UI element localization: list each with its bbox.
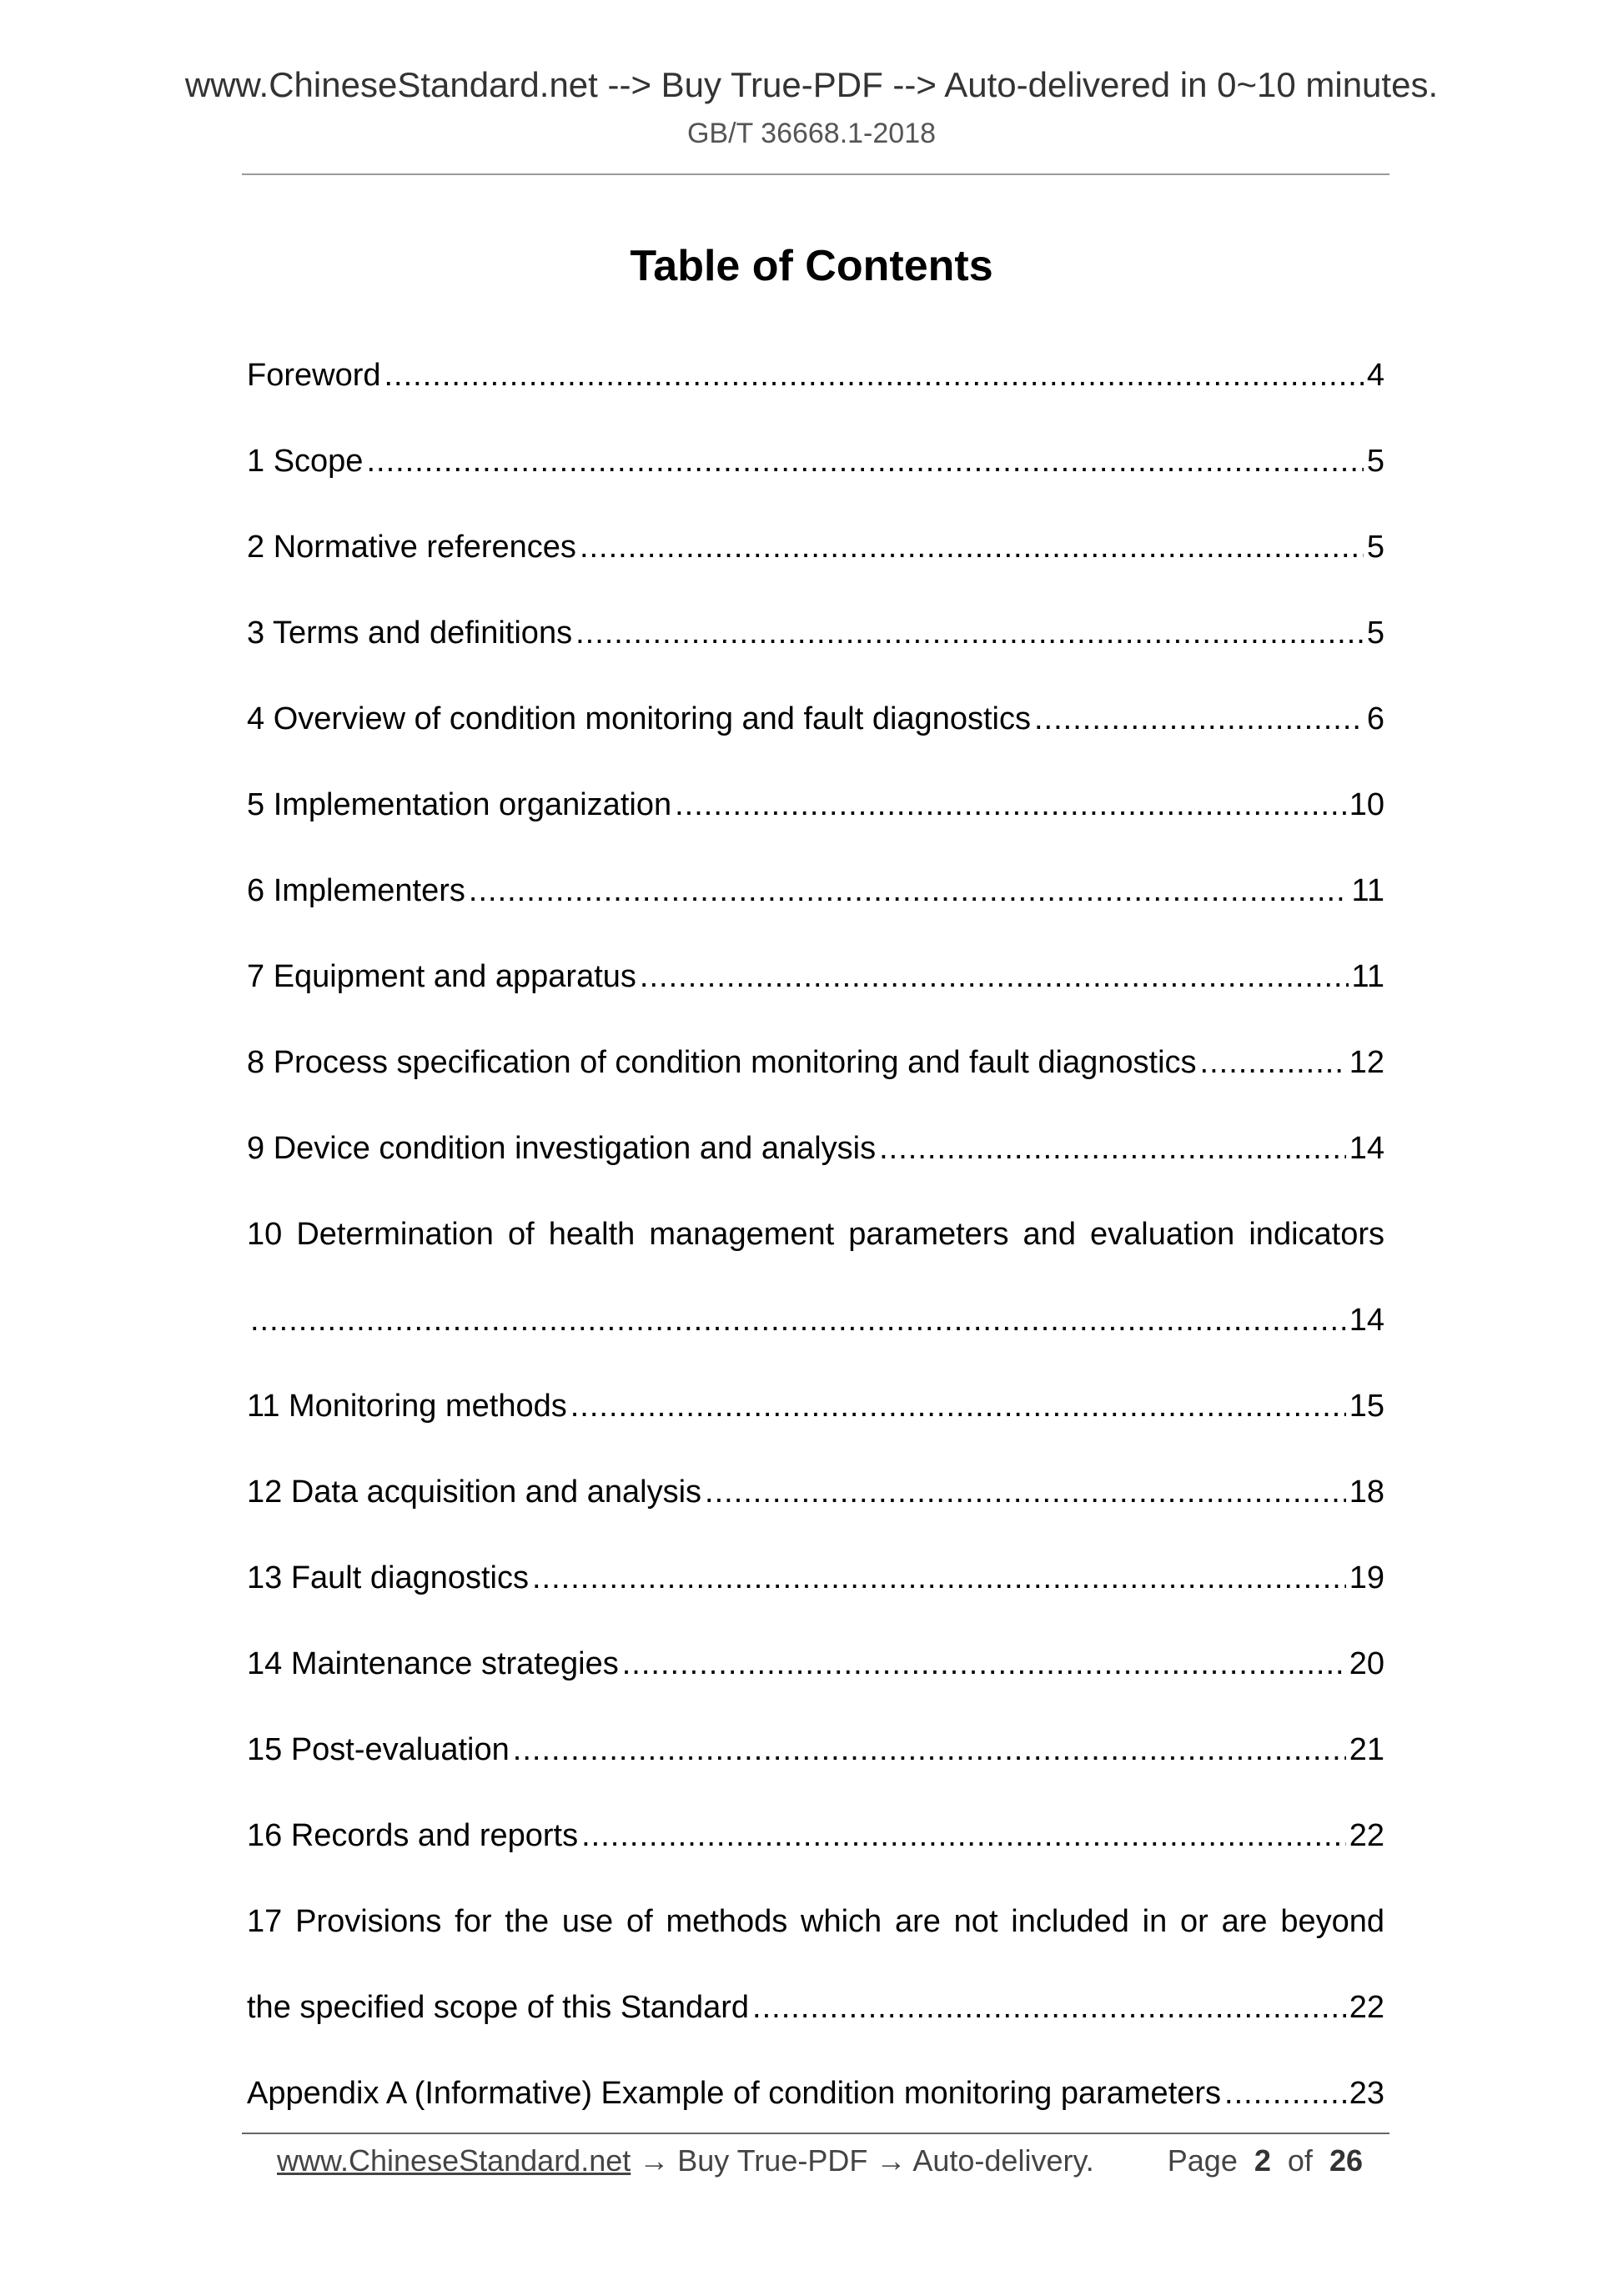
toc-entry-device-condition-investigation[interactable] (247, 1123, 1384, 1209)
toc-entry-page: 20 (1349, 1646, 1384, 1681)
toc-entry-page: 22 (1349, 1818, 1384, 1853)
toc-entry-page: 12 (1349, 1045, 1384, 1080)
page-total: 26 (1329, 2143, 1363, 2178)
toc-leader-dots (384, 350, 1364, 400)
toc-leader-dots (366, 436, 1363, 486)
toc-entry-page: 21 (1349, 1732, 1384, 1767)
toc-entry-page: 5 (1366, 530, 1384, 565)
arrow-right-icon: → (631, 2143, 678, 2178)
toc-entry-terms-and-definitions[interactable] (247, 608, 1384, 694)
header-banner[interactable]: www.ChineseStandard.net --> Buy True-PDF --> Auto-delivered in 0~10 minutes. (184, 65, 1439, 104)
toc-entry-provisions-line2[interactable] (247, 1982, 1384, 2068)
toc-entry-page: 11 (1351, 873, 1384, 908)
page-title: Table of Contents (630, 242, 993, 290)
footer-divider (242, 2133, 1389, 2134)
page-of-label: of (1287, 2143, 1313, 2178)
toc-leader-dots (705, 1467, 1346, 1517)
toc-entry-page: 14 (1349, 1131, 1384, 1166)
toc-entry-title: 16 Records and reports (247, 1818, 579, 1853)
toc-entry-data-acquisition[interactable] (247, 1467, 1384, 1553)
footer-promo (277, 2139, 1094, 2183)
toc-leader-dots (581, 1811, 1346, 1861)
toc-leader-dots (752, 1982, 1346, 2032)
toc-entry-title-line1: 17 Provisions for the use of methods which are not included in or are beyond (247, 1904, 1384, 1939)
toc-entry-title: 9 Device condition investigation and analysis (247, 1131, 877, 1166)
toc-entry-equipment-and-apparatus[interactable] (247, 952, 1384, 1037)
toc-entry-scope[interactable] (247, 436, 1384, 522)
page-label: Page (1167, 2143, 1238, 2178)
toc-leader-dots (575, 608, 1364, 658)
toc-leader-dots (570, 1381, 1346, 1431)
toc-entry-page: 14 (1349, 1303, 1384, 1338)
toc-entry-overview[interactable] (247, 694, 1384, 780)
toc-leader-dots (675, 780, 1346, 830)
toc-entry-page: 4 (1366, 358, 1384, 393)
toc-leader-dots (1224, 2068, 1346, 2118)
toc-entry-title: 14 Maintenance strategies (247, 1646, 619, 1681)
toc-entry-title: 11 Monitoring methods (247, 1389, 567, 1424)
toc-entry-health-management-line1[interactable] (247, 1209, 1384, 1295)
toc-leader-dots (469, 866, 1349, 916)
toc-entry-foreword[interactable] (247, 350, 1384, 436)
toc-entry-title: 4 Overview of condition monitoring and fault diagnostics (247, 701, 1031, 736)
toc-entry-page: 23 (1349, 2076, 1384, 2111)
toc-leader-dots (532, 1553, 1346, 1603)
page-number (1168, 2139, 1363, 2183)
toc-entry-health-management-line2[interactable] (247, 1295, 1384, 1381)
footer-delivery-text: Auto-delivery. (912, 2143, 1094, 2178)
toc-entry-title: 12 Data acquisition and analysis (247, 1475, 702, 1510)
toc-entry-page: 11 (1351, 959, 1384, 994)
toc-entry-page: 5 (1366, 615, 1384, 651)
toc-entry-title: 8 Process specification of condition monitoring and fault diagnostics (247, 1045, 1197, 1080)
header-divider (242, 173, 1389, 175)
toc-entry-title: the specified scope of this Standard (247, 1990, 750, 2025)
toc-entry-page: 15 (1349, 1389, 1384, 1424)
toc-entry-maintenance-strategies[interactable] (247, 1639, 1384, 1725)
table-of-contents (247, 350, 1384, 2154)
toc-entry-process-specification[interactable] (247, 1037, 1384, 1123)
toc-entry-title: 3 Terms and definitions (247, 615, 573, 651)
toc-entry-title: 15 Post-evaluation (247, 1732, 510, 1767)
toc-entry-page: 6 (1366, 701, 1384, 736)
arrow-right-icon: → (867, 2143, 913, 2178)
page-current: 2 (1254, 2143, 1271, 2178)
toc-entry-fault-diagnostics[interactable] (247, 1553, 1384, 1639)
toc-entry-page: 18 (1349, 1475, 1384, 1510)
toc-entry-title: 6 Implementers (247, 873, 465, 908)
toc-leader-dots (1034, 694, 1364, 744)
toc-entry-page: 22 (1349, 1990, 1384, 2025)
toc-entry-provisions-line1[interactable] (247, 1897, 1384, 1982)
toc-entry-records-and-reports[interactable] (247, 1811, 1384, 1897)
toc-entry-implementation-organization[interactable] (247, 780, 1384, 866)
footer-buy-text: Buy True-PDF (677, 2143, 868, 2178)
toc-entry-normative-references[interactable] (247, 522, 1384, 608)
toc-entry-title: 2 Normative references (247, 530, 576, 565)
toc-leader-dots (879, 1123, 1346, 1173)
standard-code: GB/T 36668.1-2018 (686, 118, 937, 149)
toc-leader-dots (622, 1639, 1346, 1689)
toc-entry-title: 5 Implementation organization (247, 787, 672, 822)
toc-entry-page: 5 (1366, 444, 1384, 479)
toc-leader-dots (1200, 1037, 1346, 1088)
toc-entry-title: 1 Scope (247, 444, 364, 479)
toc-leader-dots (250, 1295, 1346, 1345)
toc-leader-dots (580, 522, 1364, 572)
toc-entry-title-line1: 10 Determination of health management parameters and evaluation indicators (247, 1217, 1384, 1252)
toc-entry-post-evaluation[interactable] (247, 1725, 1384, 1811)
toc-entry-title: Foreword (247, 358, 381, 393)
toc-entry-title: 13 Fault diagnostics (247, 1560, 529, 1595)
toc-entry-monitoring-methods[interactable] (247, 1381, 1384, 1467)
toc-entry-title: 7 Equipment and apparatus (247, 959, 636, 994)
toc-leader-dots (513, 1725, 1346, 1775)
toc-entry-implementers[interactable] (247, 866, 1384, 952)
toc-entry-title: Appendix A (Informative) Example of condition monitoring parameters (247, 2076, 1222, 2111)
toc-entry-page: 10 (1349, 787, 1384, 822)
toc-leader-dots (640, 952, 1349, 1002)
toc-entry-page: 19 (1349, 1560, 1384, 1595)
footer-site-link[interactable]: www.ChineseStandard.net (277, 2143, 631, 2178)
